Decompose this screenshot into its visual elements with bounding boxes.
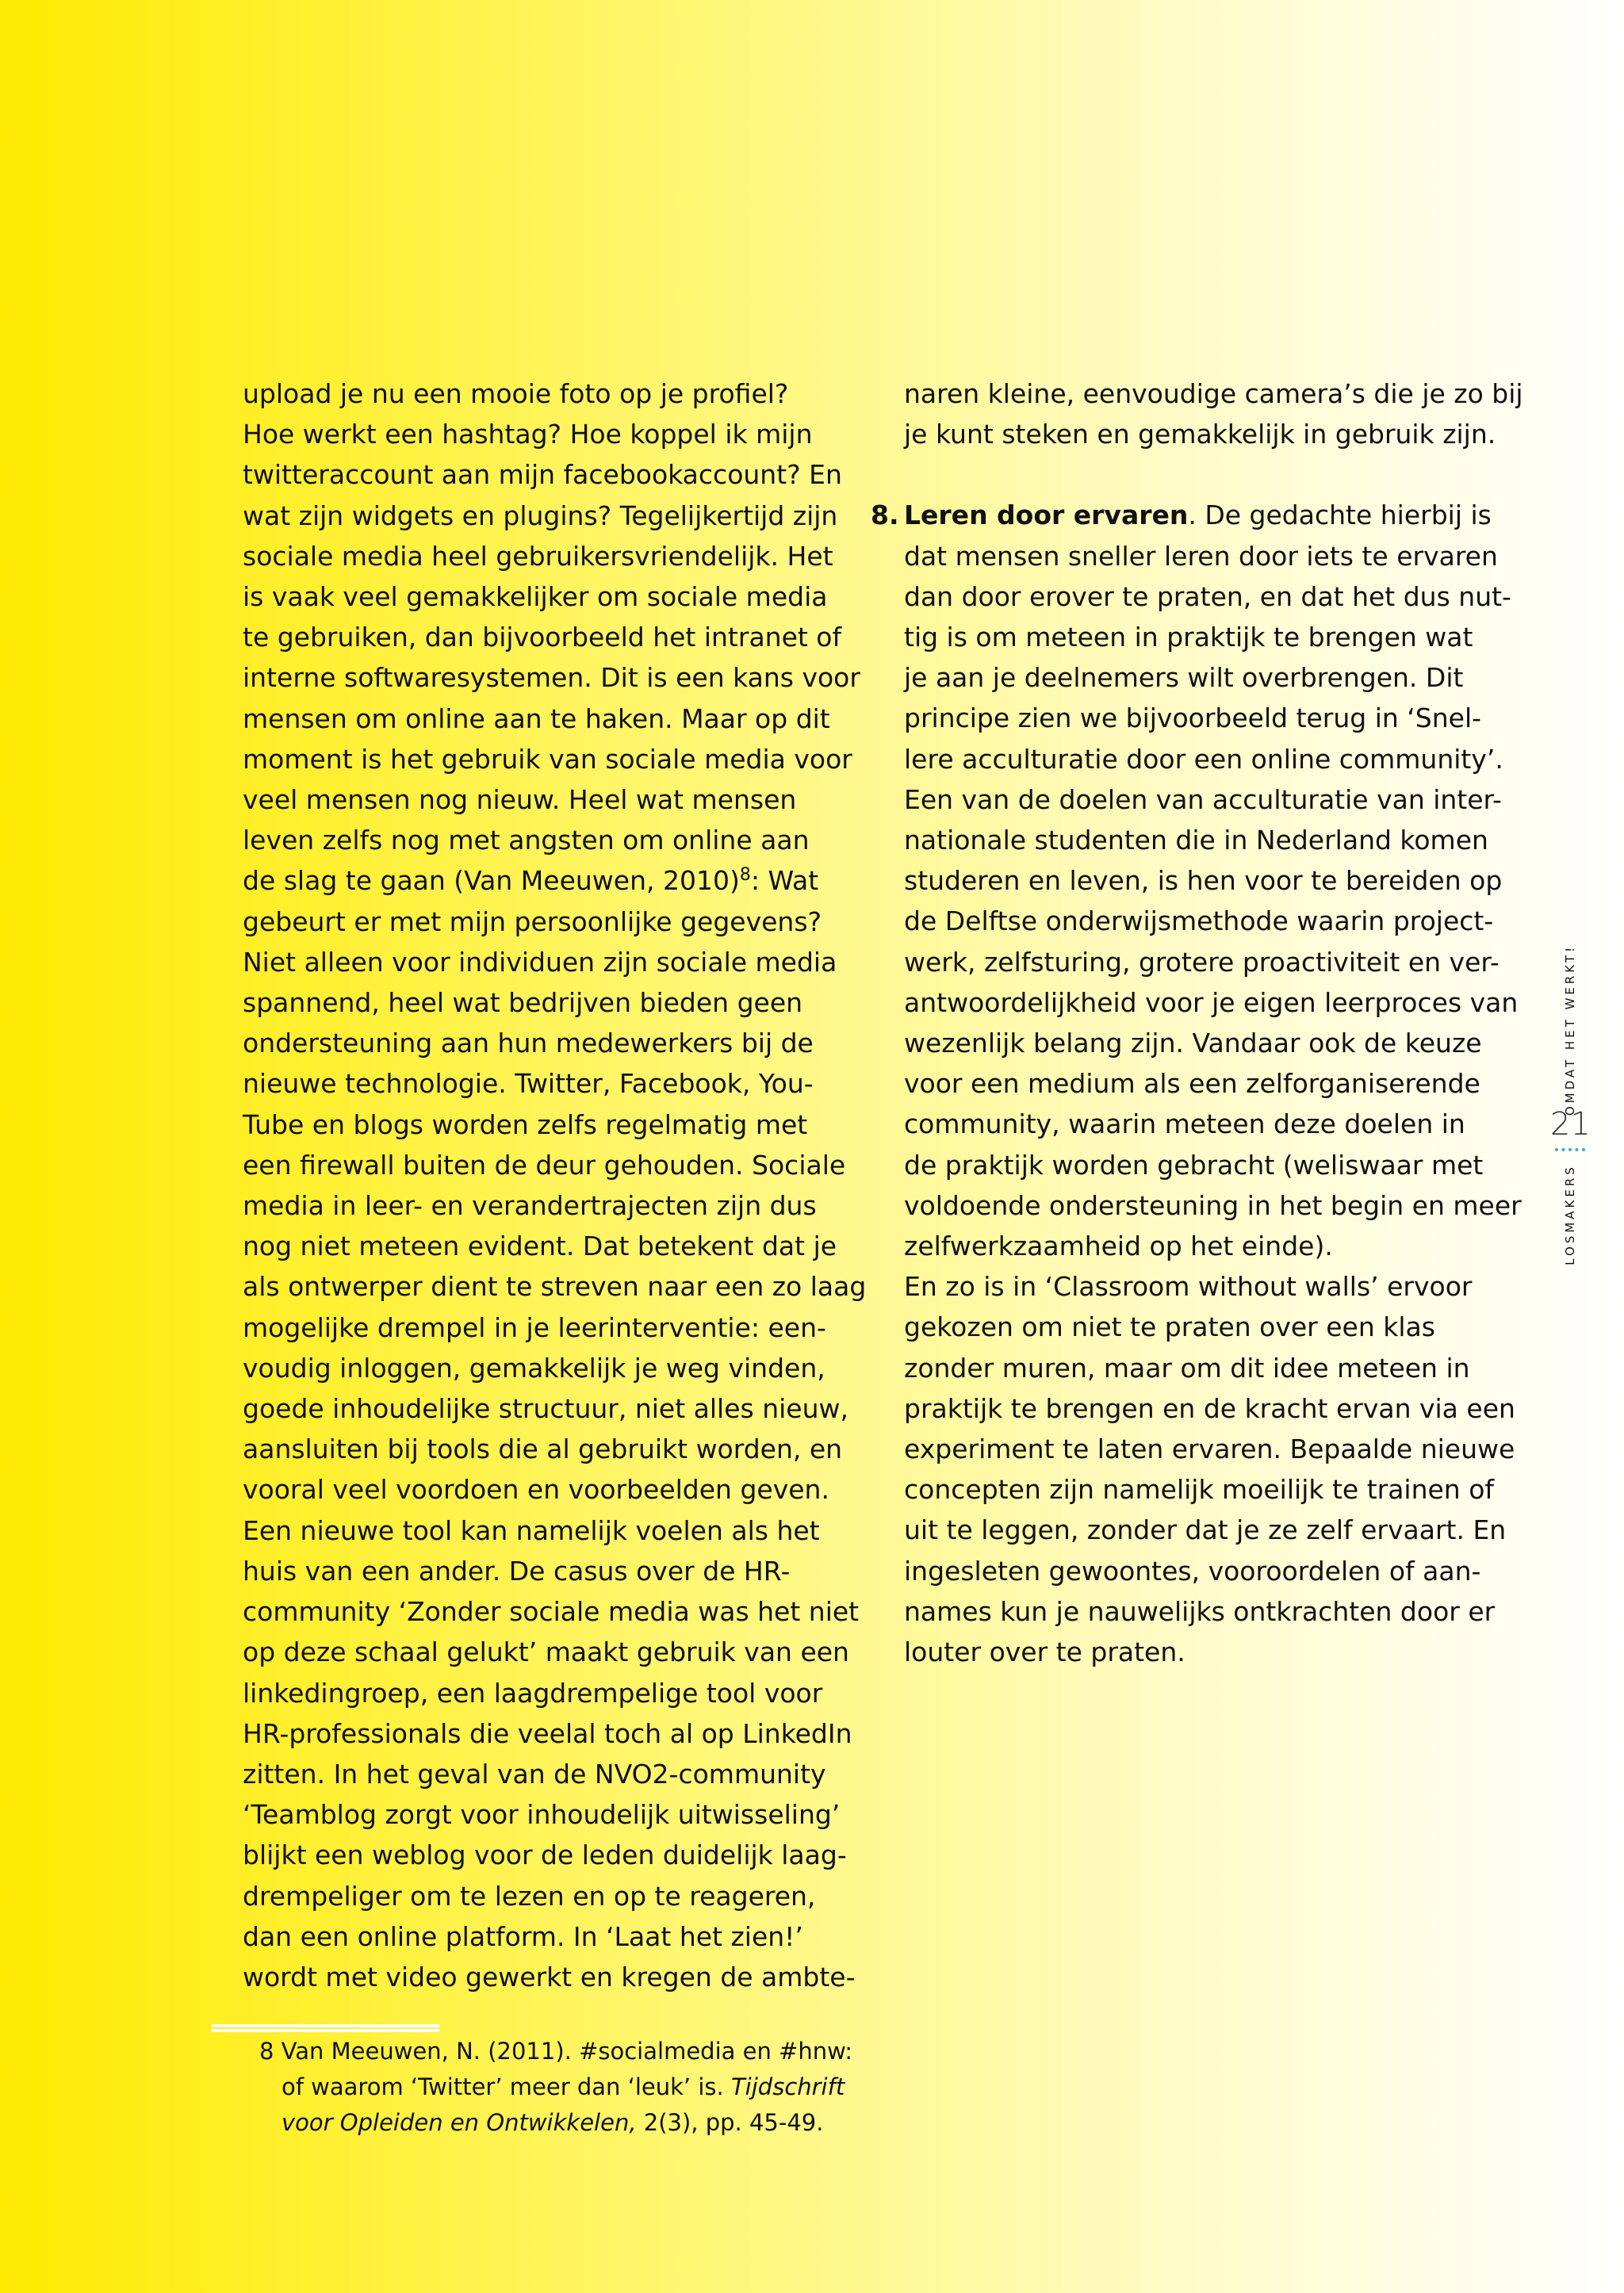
text-line: vooral veel voordoen en voorbeelden geven. <box>243 1474 829 1506</box>
text-line: antwoordelijkheid voor je eigen leerproces van <box>904 986 1519 1018</box>
text-line: nieuwe technologie. Twitter, Facebook, You- <box>243 1068 814 1100</box>
text-line: linkedingroep, een laagdrempelige tool voor <box>243 1677 823 1709</box>
text-line: En zo is in ‘Classroom without walls’ ervoor <box>904 1271 1473 1303</box>
text-line: experiment te laten ervaren. Bepaalde nieuwe <box>904 1434 1515 1465</box>
text-line: voldoende ondersteuning in het begin en meer <box>904 1189 1522 1221</box>
text-line: werk, zelfsturing, grotere proactiviteit en ver- <box>904 946 1500 978</box>
text-line: zitten. In het geval van de NVO2-community <box>243 1758 826 1790</box>
text-line: gebeurt er met mijn persoonlijke gegevens? <box>243 905 822 937</box>
text-line: praktijk te brengen en de kracht ervan via een <box>904 1392 1515 1424</box>
text-line: zonder muren, maar om dit idee meteen in <box>904 1352 1470 1384</box>
text-line: voudig inloggen, gemakkelijk je weg vinden, <box>243 1352 825 1384</box>
text-line: op deze schaal gelukt’ maakt gebruik van een <box>243 1636 849 1668</box>
right-column <box>871 373 1523 1672</box>
text-line: ondersteuning aan hun medewerkers bij de <box>243 1028 814 1059</box>
footnote-line: 8 Van Meeuwen, N. (2011). #socialmedia en #hnw: <box>259 2038 853 2065</box>
list-item-first-line-rest: . De gedachte hierbij is <box>1188 500 1492 531</box>
text-line: upload je nu een mooie foto op je profiel? <box>243 378 789 409</box>
text-line: Tube en blogs worden zelfs regelmatig met <box>243 1108 808 1140</box>
footnote-reference[interactable]: 8 <box>739 865 751 886</box>
footnote-line <box>259 2069 852 2105</box>
text-line: nationale studenten die in Nederland komen <box>904 825 1488 856</box>
footnote-journal: voor Opleiden en Ontwikkelen, <box>282 2109 637 2136</box>
text-line: een firewall buiten de deur gehouden. Sociale <box>243 1149 846 1181</box>
page-sidebar <box>1550 944 1590 1277</box>
text-line: de Delftse onderwijsmethode waarin project- <box>904 905 1494 937</box>
text-line: community ‘Zonder sociale media was het niet <box>243 1596 860 1628</box>
text-line: naren kleine, eenvoudige camera’s die je zo bij <box>904 378 1523 409</box>
text-fragment: : Wat <box>750 865 819 897</box>
text-line: gekozen om niet te praten over een klas <box>904 1311 1435 1343</box>
text-line: tig is om meteen in praktijk te brengen wat <box>904 622 1473 653</box>
text-fragment: de slag te gaan (Van Meeuwen, 2010) <box>243 865 740 897</box>
text-line: concepten zijn namelijk moeilijk te trainen of <box>904 1474 1495 1506</box>
text-line: goede inhoudelijke structuur, niet alles nieuw, <box>243 1393 848 1425</box>
text-line: veel mensen nog nieuw. Heel wat mensen <box>243 784 797 816</box>
text-line: Een nieuwe tool kan namelijk voelen als het <box>243 1514 820 1546</box>
text-line: te gebruiken, dan bijvoorbeeld het intranet of <box>243 622 842 653</box>
text-line: drempeliger om te lezen en op te reageren, <box>243 1880 816 1912</box>
book-title: OMDAT HET WERKT! <box>1563 944 1577 1116</box>
text-line: ‘Teamblog zorgt voor inhoudelijk uitwisseling’ <box>243 1799 841 1831</box>
text-line: blijkt een weblog voor de leden duidelijk laag- <box>243 1839 847 1871</box>
text-line: je aan je deelnemers wilt overbrengen. Dit <box>904 662 1464 694</box>
footnote-line <box>259 2105 852 2141</box>
page-number-dots <box>1555 1148 1585 1151</box>
text-line: wordt met video gewerkt en kregen de ambte- <box>243 1961 856 1992</box>
text-line: Een van de doelen van acculturatie van inter- <box>904 783 1502 815</box>
text-line: media in leer- en verandertrajecten zijn dus <box>243 1190 817 1222</box>
text-line: studeren en leven, is hen voor te bereiden op <box>904 865 1503 897</box>
text-line: HR-professionals die veelal toch al op LinkedIn <box>243 1717 852 1749</box>
list-item-8 <box>871 495 1523 1672</box>
text-line: uit te leggen, zonder dat je ze zelf ervaart. En <box>904 1514 1507 1546</box>
text-line: je kunt steken en gemakkelijk in gebruik zijn. <box>904 419 1496 450</box>
text-line: principe zien we bijvoorbeeld terug in ‘Snel- <box>904 702 1482 734</box>
text-line: nog niet meteen evident. Dat betekent dat je <box>243 1231 837 1262</box>
right-column-intro <box>904 373 1523 454</box>
text-line: voor een medium als een zelforganiserende <box>904 1068 1480 1100</box>
text-line: als ontwerper dient te streven naar een zo laag <box>243 1271 867 1303</box>
text-line: interne softwaresystemen. Dit is een kans voor <box>243 662 860 694</box>
text-line: zelfwerkzaamheid op het einde). <box>904 1231 1333 1262</box>
text-line: wezenlijk belang zijn. Vandaar ook de keuze <box>904 1028 1482 1059</box>
text-line: dan door erover te praten, en dat het dus nut- <box>904 580 1511 612</box>
text-line: Hoe werkt een hashtag? Hoe koppel ik mijn <box>243 419 813 450</box>
text-line: lere acculturatie door een online community’. <box>904 743 1503 775</box>
text-line: spannend, heel wat bedrijven bieden geen <box>243 987 803 1019</box>
text-line <box>243 860 866 901</box>
book-series: LOSMAKERS <box>1563 1164 1577 1265</box>
text-line: wat zijn widgets en plugins? Tegelijkertijd zijn <box>243 500 838 531</box>
footnote-divider <box>211 2024 439 2032</box>
footnote-text: of waarom ‘Twitter’ meer dan ‘leuk’ is. <box>282 2073 731 2100</box>
text-line: dan een online platform. In ‘Laat het zien!’ <box>243 1920 803 1952</box>
paragraph-gap <box>904 454 1523 495</box>
text-line: ingesleten gewoontes, vooroordelen of aan- <box>904 1555 1481 1587</box>
list-item-body <box>904 536 1523 1673</box>
text-line: names kun je nauwelijks ontkrachten door er <box>904 1595 1496 1627</box>
left-column <box>243 373 866 1997</box>
list-number: 8. <box>871 500 899 531</box>
text-line: sociale media heel gebruikersvriendelijk. Het <box>243 540 833 572</box>
text-line: community, waarin meteen deze doelen in <box>904 1108 1465 1140</box>
footnote <box>259 2034 852 2141</box>
text-line: mensen om online aan te haken. Maar op dit <box>243 702 830 734</box>
list-item-first-line <box>904 495 1523 535</box>
text-line: mogelijke drempel in je leerinterventie: een- <box>243 1311 826 1343</box>
page-number: 21 <box>1550 1106 1591 1143</box>
text-line: twitteraccount aan mijn facebookaccount? En <box>243 459 842 491</box>
footnote-journal: Tijdschrift <box>730 2073 845 2100</box>
text-line: leven zelfs nog met angsten om online aan <box>243 825 810 856</box>
text-line: moment is het gebruik van sociale media voor <box>243 743 852 775</box>
footnote-text: 2(3), pp. 45-49. <box>636 2109 824 2136</box>
text-line: huis van een ander. De casus over de HR- <box>243 1555 791 1587</box>
text-line: Niet alleen voor individuen zijn sociale media <box>243 946 837 978</box>
text-line: aansluiten bij tools die al gebruikt worden, en <box>243 1434 843 1465</box>
text-line: louter over te praten. <box>904 1636 1185 1668</box>
text-line: is vaak veel gemakkelijker om sociale media <box>243 581 828 613</box>
list-item-heading: Leren door ervaren <box>904 500 1189 531</box>
text-line: de praktijk worden gebracht (weliswaar met <box>904 1149 1484 1181</box>
text-line: dat mensen sneller leren door iets te ervaren <box>904 540 1498 572</box>
